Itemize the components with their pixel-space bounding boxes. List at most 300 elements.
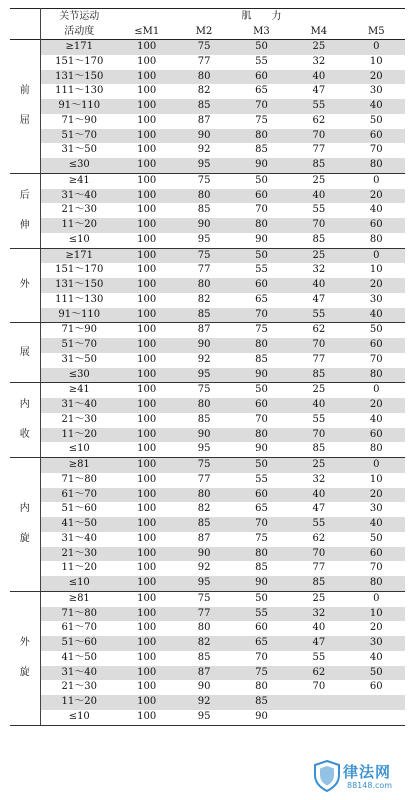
score-cell: 55 bbox=[233, 607, 290, 622]
score-cell: 60 bbox=[233, 278, 290, 293]
score-cell: 70 bbox=[369, 562, 383, 574]
header-corner-line2: 活动度 bbox=[40, 24, 118, 40]
score-cell: 65 bbox=[255, 293, 268, 305]
range-cell: 31～40 bbox=[40, 398, 118, 413]
table-row bbox=[10, 547, 405, 562]
range-cell: ≥81 bbox=[40, 458, 118, 473]
score-cell: 25 bbox=[312, 592, 326, 604]
score-cell: 30 bbox=[369, 503, 383, 515]
table-row bbox=[10, 323, 405, 338]
table-row bbox=[10, 40, 405, 55]
score-cell: 70 bbox=[369, 144, 383, 156]
score-cell: 55 bbox=[312, 413, 326, 425]
score-cell: 100 bbox=[118, 710, 175, 725]
table-row bbox=[10, 99, 405, 114]
score-cell: 80 bbox=[348, 158, 405, 173]
score-cell: 62 bbox=[290, 666, 347, 681]
score-cell: 20 bbox=[348, 488, 405, 503]
table-header bbox=[10, 9, 405, 40]
score-cell: 70 bbox=[255, 413, 268, 425]
header-grade: ≤M1 bbox=[118, 24, 175, 40]
table-row bbox=[10, 651, 405, 666]
score-cell: 75 bbox=[233, 666, 290, 681]
range-cell: 151～170 bbox=[40, 263, 118, 278]
score-cell: 30 bbox=[348, 636, 405, 651]
group-label-char: 前 bbox=[19, 85, 30, 97]
score-cell: 85 bbox=[255, 144, 268, 156]
score-cell: 60 bbox=[348, 338, 405, 353]
range-cell: ≤30 bbox=[40, 158, 118, 173]
score-cell: 70 bbox=[290, 428, 347, 443]
score-cell: 77 bbox=[197, 473, 211, 485]
score-cell: 40 bbox=[290, 189, 347, 204]
score-cell: 95 bbox=[175, 158, 232, 173]
score-cell: 25 bbox=[290, 40, 347, 55]
score-cell: 90 bbox=[175, 547, 232, 562]
group-label-char: 内 bbox=[19, 399, 30, 411]
score-cell: 60 bbox=[348, 218, 405, 233]
score-cell: 100 bbox=[118, 233, 175, 248]
score-cell: 87 bbox=[197, 532, 211, 544]
score-cell: 62 bbox=[312, 532, 326, 544]
score-cell: 80 bbox=[175, 70, 232, 85]
table-row bbox=[10, 517, 405, 532]
score-cell: 77 bbox=[175, 607, 232, 622]
range-cell: ≥41 bbox=[40, 383, 118, 398]
table-row bbox=[10, 413, 405, 428]
score-cell: 100 bbox=[118, 442, 175, 457]
range-cell: 91～110 bbox=[40, 99, 118, 114]
watermark-logo bbox=[313, 760, 405, 794]
score-cell: 80 bbox=[233, 547, 290, 562]
score-cell: 100 bbox=[137, 293, 157, 305]
range-cell: 31～40 bbox=[40, 532, 118, 547]
table-row bbox=[10, 695, 405, 710]
header-grade: M3 bbox=[233, 24, 290, 40]
score-cell: 100 bbox=[118, 158, 175, 173]
table-row bbox=[10, 158, 405, 173]
range-cell: ≥41 bbox=[40, 173, 118, 188]
score-cell: 100 bbox=[137, 324, 157, 336]
score-cell: 32 bbox=[290, 607, 347, 622]
score-cell: 77 bbox=[312, 562, 326, 574]
score-cell: 62 bbox=[312, 324, 326, 336]
score-cell: 77 bbox=[312, 353, 326, 365]
score-cell: 100 bbox=[137, 651, 157, 663]
score-cell: 0 bbox=[348, 40, 405, 55]
score-cell: 60 bbox=[369, 681, 383, 693]
range-cell: 131～150 bbox=[40, 70, 118, 85]
score-cell: 55 bbox=[255, 473, 268, 485]
score-cell: 50 bbox=[233, 248, 290, 263]
score-cell: 70 bbox=[290, 338, 347, 353]
score-cell: 90 bbox=[175, 338, 232, 353]
score-cell: 100 bbox=[118, 248, 175, 263]
score-cell: 80 bbox=[175, 189, 232, 204]
group-label bbox=[10, 248, 40, 323]
score-cell: 50 bbox=[369, 114, 383, 126]
score-cell: 90 bbox=[233, 233, 290, 248]
score-cell: 47 bbox=[290, 636, 347, 651]
score-cell: 85 bbox=[290, 233, 347, 248]
range-cell: 71～90 bbox=[40, 114, 118, 129]
score-cell bbox=[290, 710, 347, 725]
score-cell: 87 bbox=[175, 666, 232, 681]
range-cell: ≥171 bbox=[40, 248, 118, 263]
score-cell: 65 bbox=[233, 636, 290, 651]
score-cell: 70 bbox=[233, 99, 290, 114]
score-cell: 100 bbox=[118, 488, 175, 503]
score-cell: 85 bbox=[197, 413, 211, 425]
score-cell: 90 bbox=[197, 681, 211, 693]
muscle-strength-table-document bbox=[10, 8, 405, 726]
table-row bbox=[10, 129, 405, 144]
score-cell: 30 bbox=[369, 85, 383, 97]
score-cell: 75 bbox=[255, 114, 268, 126]
score-cell: 55 bbox=[255, 264, 268, 276]
score-cell: 100 bbox=[118, 428, 175, 443]
score-cell: 20 bbox=[348, 278, 405, 293]
score-cell: 100 bbox=[118, 40, 175, 55]
score-cell: 70 bbox=[312, 681, 326, 693]
score-cell: 95 bbox=[175, 442, 232, 457]
score-cell: 55 bbox=[312, 204, 326, 216]
score-cell: 40 bbox=[348, 308, 405, 323]
group-label bbox=[10, 383, 40, 458]
score-cell: 70 bbox=[290, 218, 347, 233]
table-row bbox=[10, 278, 405, 293]
score-cell: 80 bbox=[233, 428, 290, 443]
range-cell: 21～30 bbox=[40, 680, 118, 695]
score-cell: 10 bbox=[348, 607, 405, 622]
score-cell: 100 bbox=[118, 278, 175, 293]
table-row bbox=[10, 473, 405, 488]
group-label-char: 外 bbox=[19, 279, 30, 291]
score-cell: 100 bbox=[118, 517, 175, 532]
table-row bbox=[10, 398, 405, 413]
score-cell: 90 bbox=[175, 129, 232, 144]
score-cell: 100 bbox=[137, 532, 157, 544]
score-cell: 100 bbox=[137, 413, 157, 425]
range-cell: 31～50 bbox=[40, 143, 118, 158]
score-cell: 80 bbox=[233, 218, 290, 233]
score-cell: 0 bbox=[373, 384, 380, 396]
range-cell: 51～70 bbox=[40, 338, 118, 353]
group-label-char: 后 bbox=[19, 189, 30, 201]
score-cell: 100 bbox=[118, 695, 175, 710]
table-row bbox=[10, 428, 405, 443]
range-cell: 151～170 bbox=[40, 55, 118, 70]
score-cell: 80 bbox=[175, 278, 232, 293]
range-cell: ≥81 bbox=[40, 591, 118, 606]
score-cell: 65 bbox=[255, 503, 268, 515]
range-cell: 21～30 bbox=[40, 203, 118, 218]
score-cell: 60 bbox=[348, 547, 405, 562]
score-cell: 40 bbox=[369, 651, 383, 663]
score-cell bbox=[348, 695, 405, 710]
score-cell: 85 bbox=[255, 353, 268, 365]
score-cell: 0 bbox=[373, 592, 380, 604]
score-cell: 85 bbox=[255, 562, 268, 574]
score-cell: 77 bbox=[312, 144, 326, 156]
joint-motion-muscle-strength-table bbox=[10, 8, 405, 726]
score-cell: 77 bbox=[197, 55, 211, 67]
score-cell: 75 bbox=[175, 248, 232, 263]
score-cell: 65 bbox=[255, 85, 268, 97]
header-blank bbox=[10, 9, 40, 25]
table-row bbox=[10, 368, 405, 383]
table-row bbox=[10, 458, 405, 473]
range-cell: 51～70 bbox=[40, 129, 118, 144]
score-cell: 80 bbox=[233, 338, 290, 353]
score-cell: 100 bbox=[118, 666, 175, 681]
score-cell: 95 bbox=[175, 368, 232, 383]
table-row bbox=[10, 338, 405, 353]
score-cell: 25 bbox=[312, 174, 326, 186]
header-blank bbox=[10, 24, 40, 40]
score-cell: 62 bbox=[312, 114, 326, 126]
range-cell: 71～80 bbox=[40, 607, 118, 622]
score-cell: 20 bbox=[348, 70, 405, 85]
score-cell: 60 bbox=[348, 428, 405, 443]
score-cell: 85 bbox=[290, 576, 347, 591]
range-cell: 21～30 bbox=[40, 413, 118, 428]
score-cell: 55 bbox=[290, 308, 347, 323]
header-corner-line1: 关节运动 bbox=[40, 9, 118, 25]
group-label-char: 旋 bbox=[19, 667, 30, 679]
group-label bbox=[10, 458, 40, 592]
score-cell: 47 bbox=[312, 503, 326, 515]
range-cell: 11～20 bbox=[40, 561, 118, 576]
table-row bbox=[10, 308, 405, 323]
score-cell: 100 bbox=[137, 264, 157, 276]
score-cell: 85 bbox=[175, 308, 232, 323]
score-cell: 90 bbox=[233, 442, 290, 457]
range-cell: 111～130 bbox=[40, 84, 118, 99]
table-row bbox=[10, 173, 405, 188]
score-cell: 82 bbox=[197, 85, 211, 97]
score-cell: 47 bbox=[312, 293, 326, 305]
table-row bbox=[10, 218, 405, 233]
table-row bbox=[10, 442, 405, 457]
score-cell: 100 bbox=[137, 681, 157, 693]
table-row bbox=[10, 607, 405, 622]
header-grade: M4 bbox=[290, 24, 347, 40]
score-cell: 80 bbox=[348, 233, 405, 248]
table-body bbox=[10, 40, 405, 726]
score-cell: 55 bbox=[290, 99, 347, 114]
score-cell: 100 bbox=[118, 70, 175, 85]
score-cell: 55 bbox=[290, 517, 347, 532]
range-cell: 31～50 bbox=[40, 353, 118, 368]
score-cell: 82 bbox=[197, 293, 211, 305]
score-cell: 100 bbox=[118, 308, 175, 323]
score-cell: 25 bbox=[312, 384, 326, 396]
range-cell: 71～90 bbox=[40, 323, 118, 338]
range-cell: 31～40 bbox=[40, 666, 118, 681]
score-cell: 20 bbox=[348, 398, 405, 413]
score-cell: 40 bbox=[369, 204, 383, 216]
score-cell: 75 bbox=[197, 592, 211, 604]
score-cell: 70 bbox=[290, 129, 347, 144]
score-cell: 40 bbox=[369, 413, 383, 425]
score-cell: 100 bbox=[118, 99, 175, 114]
score-cell: 70 bbox=[290, 547, 347, 562]
score-cell: 77 bbox=[197, 264, 211, 276]
score-cell: 47 bbox=[312, 85, 326, 97]
score-cell: 95 bbox=[175, 710, 232, 725]
score-cell: 75 bbox=[255, 532, 268, 544]
score-cell: 100 bbox=[118, 338, 175, 353]
table-row bbox=[10, 561, 405, 576]
table-row bbox=[10, 621, 405, 636]
table-row bbox=[10, 353, 405, 368]
score-cell: 80 bbox=[348, 576, 405, 591]
score-cell: 50 bbox=[255, 174, 268, 186]
score-cell: 80 bbox=[175, 398, 232, 413]
score-cell: 55 bbox=[312, 651, 326, 663]
table-row bbox=[10, 532, 405, 547]
score-cell: 20 bbox=[348, 189, 405, 204]
score-cell: 85 bbox=[175, 517, 232, 532]
score-cell: 32 bbox=[312, 55, 326, 67]
score-cell: 32 bbox=[312, 473, 326, 485]
score-cell: 80 bbox=[348, 442, 405, 457]
score-cell: 10 bbox=[369, 473, 383, 485]
range-cell: ≤30 bbox=[40, 368, 118, 383]
score-cell: 90 bbox=[233, 710, 290, 725]
range-cell: 111～130 bbox=[40, 293, 118, 308]
score-cell bbox=[348, 710, 405, 725]
score-cell: 85 bbox=[197, 204, 211, 216]
range-cell: 11～20 bbox=[40, 218, 118, 233]
score-cell: 85 bbox=[197, 651, 211, 663]
score-cell: 100 bbox=[137, 562, 157, 574]
score-cell: 70 bbox=[369, 353, 383, 365]
range-cell: 71～80 bbox=[40, 473, 118, 488]
score-cell: 92 bbox=[197, 353, 211, 365]
score-cell: 25 bbox=[290, 248, 347, 263]
group-label-char: 收 bbox=[19, 429, 30, 441]
score-cell: 100 bbox=[137, 473, 157, 485]
score-cell: 50 bbox=[255, 384, 268, 396]
score-cell: 100 bbox=[137, 85, 157, 97]
score-cell: 95 bbox=[175, 576, 232, 591]
table-row bbox=[10, 143, 405, 158]
score-cell: 30 bbox=[369, 293, 383, 305]
score-cell: 70 bbox=[255, 204, 268, 216]
score-cell: 10 bbox=[369, 264, 383, 276]
table-row bbox=[10, 636, 405, 651]
score-cell: 75 bbox=[255, 324, 268, 336]
range-cell: 31～40 bbox=[40, 189, 118, 204]
score-cell: 100 bbox=[118, 458, 175, 473]
range-cell: ≤10 bbox=[40, 442, 118, 457]
range-cell: 41～50 bbox=[40, 651, 118, 666]
score-cell: 50 bbox=[233, 458, 290, 473]
score-cell: 10 bbox=[369, 55, 383, 67]
table-row bbox=[10, 576, 405, 591]
score-cell: 90 bbox=[233, 368, 290, 383]
score-cell: 60 bbox=[233, 398, 290, 413]
group-label bbox=[10, 40, 40, 174]
score-cell: 50 bbox=[348, 666, 405, 681]
range-cell: 51～60 bbox=[40, 502, 118, 517]
range-cell: 91～110 bbox=[40, 308, 118, 323]
score-cell: 20 bbox=[369, 622, 383, 634]
score-cell: 100 bbox=[118, 129, 175, 144]
score-cell: 40 bbox=[290, 278, 347, 293]
score-cell: 40 bbox=[312, 622, 326, 634]
score-cell: 90 bbox=[233, 158, 290, 173]
score-cell: 100 bbox=[118, 368, 175, 383]
range-cell: 51～60 bbox=[40, 636, 118, 651]
score-cell: 80 bbox=[348, 368, 405, 383]
header-grade: M5 bbox=[348, 24, 405, 40]
score-cell: 70 bbox=[233, 517, 290, 532]
score-cell: 40 bbox=[290, 398, 347, 413]
table-row bbox=[10, 666, 405, 681]
score-cell: 60 bbox=[233, 488, 290, 503]
score-cell: 55 bbox=[255, 55, 268, 67]
score-cell: 92 bbox=[175, 695, 232, 710]
score-cell: 100 bbox=[137, 144, 157, 156]
range-cell: ≤10 bbox=[40, 233, 118, 248]
score-cell: 100 bbox=[137, 622, 157, 634]
score-cell: 75 bbox=[197, 174, 211, 186]
score-cell: 40 bbox=[348, 99, 405, 114]
score-cell: 40 bbox=[290, 488, 347, 503]
group-label-char: 旋 bbox=[19, 533, 30, 545]
header-group-title: 肌 力 bbox=[118, 9, 405, 25]
score-cell: 95 bbox=[175, 233, 232, 248]
table-row bbox=[10, 233, 405, 248]
score-cell: 50 bbox=[255, 592, 268, 604]
range-cell: ≤10 bbox=[40, 576, 118, 591]
score-cell: 100 bbox=[118, 576, 175, 591]
score-cell: 90 bbox=[175, 218, 232, 233]
score-cell: 100 bbox=[118, 636, 175, 651]
score-cell: 92 bbox=[197, 144, 211, 156]
group-label-char: 伸 bbox=[19, 219, 30, 231]
table-row bbox=[10, 488, 405, 503]
range-cell: 11～20 bbox=[40, 695, 118, 710]
score-cell: 90 bbox=[233, 576, 290, 591]
watermark-site: 88148.com bbox=[347, 781, 393, 790]
group-label-char: 展 bbox=[19, 346, 30, 358]
score-cell: 80 bbox=[255, 681, 268, 693]
score-cell: 80 bbox=[197, 622, 211, 634]
score-cell: 80 bbox=[175, 488, 232, 503]
score-cell: 80 bbox=[233, 129, 290, 144]
score-cell: 100 bbox=[118, 607, 175, 622]
table-row bbox=[10, 55, 405, 70]
score-cell: 87 bbox=[197, 324, 211, 336]
score-cell: 100 bbox=[137, 503, 157, 515]
score-cell: 50 bbox=[233, 40, 290, 55]
score-cell: 82 bbox=[197, 503, 211, 515]
score-cell: 100 bbox=[137, 384, 157, 396]
score-cell bbox=[290, 695, 347, 710]
range-cell: 131～150 bbox=[40, 278, 118, 293]
score-cell: 60 bbox=[255, 622, 268, 634]
range-cell: 61～70 bbox=[40, 621, 118, 636]
score-cell: 92 bbox=[197, 562, 211, 574]
score-cell: 75 bbox=[175, 40, 232, 55]
range-cell: 11～20 bbox=[40, 428, 118, 443]
score-cell: 87 bbox=[197, 114, 211, 126]
score-cell: 100 bbox=[137, 353, 157, 365]
